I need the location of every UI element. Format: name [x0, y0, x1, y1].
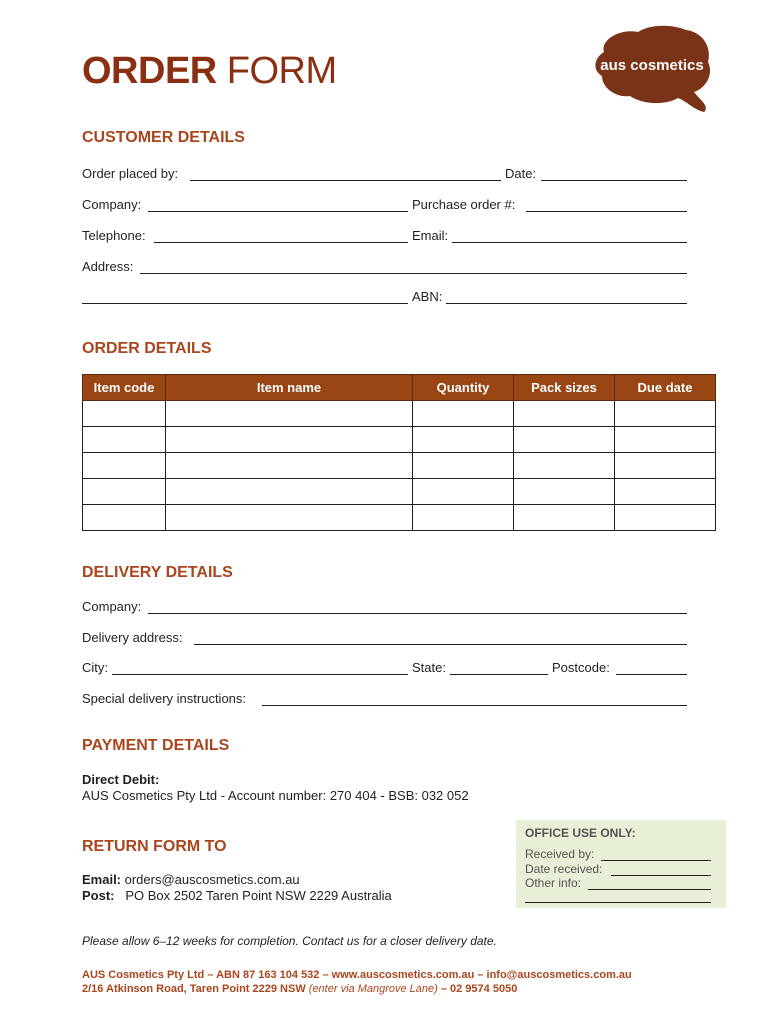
- column-header-item-name: Item name: [166, 375, 413, 401]
- page-title: [82, 50, 337, 93]
- title-rest: FORM: [216, 50, 337, 92]
- direct-debit-label: Direct Debit:: [82, 772, 160, 787]
- other-info-field[interactable]: [588, 889, 711, 890]
- table-cell[interactable]: [514, 479, 615, 505]
- table-cell[interactable]: [166, 401, 413, 427]
- column-header-pack-sizes: Pack sizes: [514, 375, 615, 401]
- aus-cosmetics-logo: [590, 22, 714, 114]
- city-label: City:: [82, 660, 108, 675]
- logo-text: aus cosmetics: [600, 57, 704, 74]
- table-cell[interactable]: [83, 453, 166, 479]
- table-cell[interactable]: [514, 401, 615, 427]
- return-email-label: Email:: [82, 872, 122, 887]
- table-cell[interactable]: [166, 479, 413, 505]
- return-email-value: orders@auscosmetics.com.au: [121, 872, 300, 887]
- address-field[interactable]: [140, 273, 687, 274]
- state-label: State:: [412, 660, 446, 675]
- received-by-field[interactable]: [601, 860, 711, 861]
- column-header-quantity: Quantity: [413, 375, 514, 401]
- table-cell[interactable]: [615, 401, 716, 427]
- return-form-heading: RETURN FORM TO: [82, 838, 227, 855]
- delivery-address-label: Delivery address:: [82, 630, 183, 645]
- title-bold: ORDER: [82, 50, 217, 92]
- order-placed-by-label: Order placed by:: [82, 166, 179, 181]
- return-post: [82, 888, 392, 903]
- state-field[interactable]: [450, 674, 548, 675]
- footer-line-2: [82, 983, 517, 995]
- table-cell[interactable]: [615, 453, 716, 479]
- purchase-order-field[interactable]: [526, 211, 687, 212]
- footer-line-1: AUS Cosmetics Pty Ltd – ABN 87 163 104 532 – www.auscosmetics.com.au – info@auscosmetics.com.au: [82, 969, 632, 981]
- footer-entry-note: (enter via Mangrove Lane): [308, 983, 438, 995]
- table-cell[interactable]: [615, 427, 716, 453]
- table-cell[interactable]: [615, 479, 716, 505]
- office-use-box: [516, 820, 726, 908]
- table-cell[interactable]: [514, 505, 615, 531]
- table-row: [83, 479, 716, 505]
- table-cell[interactable]: [83, 401, 166, 427]
- email-label: Email:: [412, 228, 449, 243]
- table-cell[interactable]: [83, 479, 166, 505]
- table-row: [83, 505, 716, 531]
- table-cell[interactable]: [514, 427, 615, 453]
- company-field[interactable]: [148, 211, 408, 212]
- table-cell[interactable]: [514, 453, 615, 479]
- abn-field[interactable]: [446, 303, 687, 304]
- account-details: AUS Cosmetics Pty Ltd - Account number: 270 404 - BSB: 032 052: [82, 788, 469, 803]
- footer-phone: – 02 9574 5050: [437, 983, 518, 995]
- order-table: [82, 374, 716, 531]
- order-table-header: [83, 375, 716, 401]
- delivery-details-heading: DELIVERY DETAILS: [82, 564, 233, 581]
- delivery-address-field[interactable]: [194, 644, 687, 645]
- received-by-label: Received by:: [525, 847, 595, 861]
- table-row: [83, 427, 716, 453]
- delivery-company-field[interactable]: [148, 613, 687, 614]
- other-info-label: Other info:: [525, 876, 582, 890]
- table-cell[interactable]: [83, 427, 166, 453]
- table-row: [83, 401, 716, 427]
- city-field[interactable]: [112, 674, 408, 675]
- customer-details-heading: CUSTOMER DETAILS: [82, 129, 245, 146]
- delivery-company-label: Company:: [82, 599, 142, 614]
- table-cell[interactable]: [166, 505, 413, 531]
- special-instructions-field[interactable]: [262, 705, 687, 706]
- payment-details-heading: PAYMENT DETAILS: [82, 737, 230, 754]
- completion-note: Please allow 6–12 weeks for completion. Contact us for a closer delivery date.: [82, 934, 497, 948]
- abn-label: ABN:: [412, 289, 443, 304]
- order-placed-by-field[interactable]: [190, 180, 501, 181]
- address-label: Address:: [82, 259, 134, 274]
- company-label: Company:: [82, 197, 142, 212]
- table-cell[interactable]: [413, 479, 514, 505]
- email-field[interactable]: [452, 242, 687, 243]
- date-received-field[interactable]: [611, 875, 711, 876]
- telephone-label: Telephone:: [82, 228, 146, 243]
- special-instructions-label: Special delivery instructions:: [82, 691, 247, 706]
- footer-address: 2/16 Atkinson Road, Taren Point 2229 NSW: [82, 983, 309, 995]
- table-cell[interactable]: [83, 505, 166, 531]
- table-cell[interactable]: [413, 453, 514, 479]
- table-row: [83, 453, 716, 479]
- postcode-field[interactable]: [616, 674, 687, 675]
- column-header-item-code: Item code: [83, 375, 166, 401]
- return-post-label: Post:: [82, 888, 115, 903]
- postcode-label: Postcode:: [552, 660, 610, 675]
- table-cell[interactable]: [413, 505, 514, 531]
- address-field-line-2[interactable]: [82, 303, 408, 304]
- return-post-value: PO Box 2502 Taren Point NSW 2229 Australia: [114, 888, 392, 903]
- telephone-field[interactable]: [154, 242, 408, 243]
- table-cell[interactable]: [166, 427, 413, 453]
- date-received-label: Date received:: [525, 862, 603, 876]
- purchase-order-label: Purchase order #:: [412, 197, 516, 212]
- order-details-heading: ORDER DETAILS: [82, 340, 212, 357]
- table-cell[interactable]: [615, 505, 716, 531]
- column-header-due-date: Due date: [615, 375, 716, 401]
- table-cell[interactable]: [166, 453, 413, 479]
- office-use-title: OFFICE USE ONLY:: [525, 826, 636, 840]
- date-field[interactable]: [541, 180, 687, 181]
- table-cell[interactable]: [413, 401, 514, 427]
- table-cell[interactable]: [413, 427, 514, 453]
- date-label: Date:: [505, 166, 537, 181]
- return-email: [82, 872, 300, 887]
- other-info-field-line-2[interactable]: [525, 902, 711, 903]
